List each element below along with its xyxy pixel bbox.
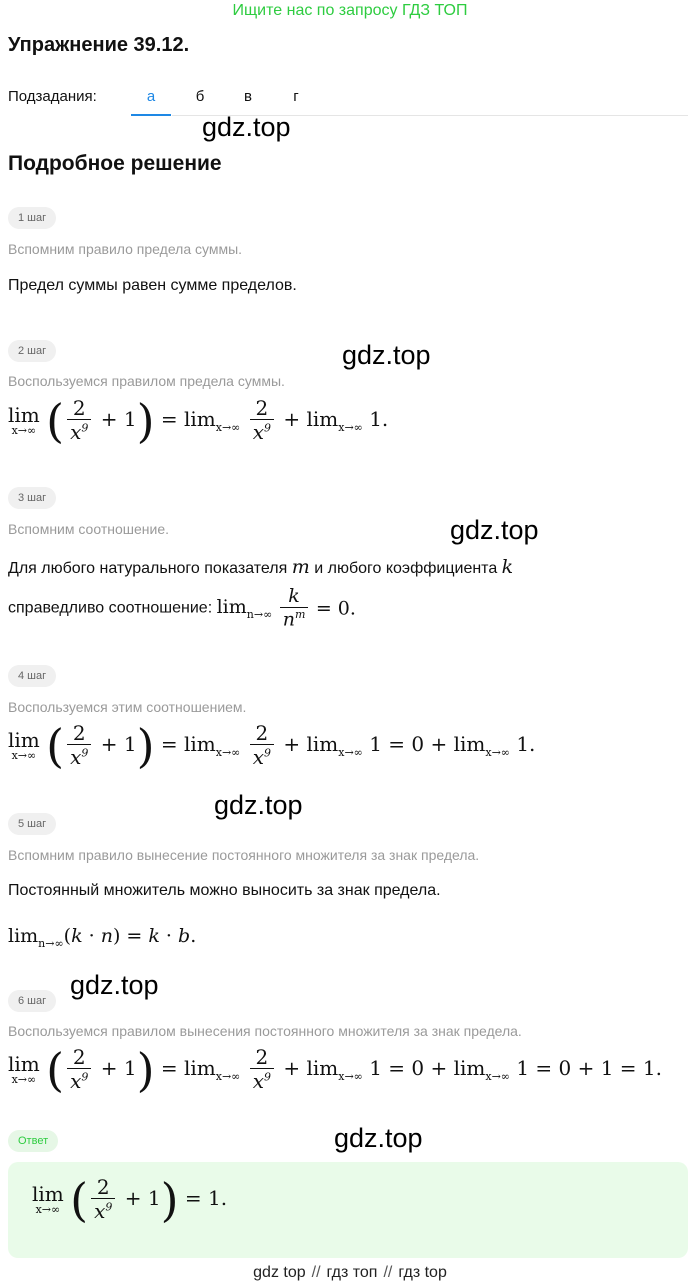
step-hint: Воспользуемся правилом предела суммы. [8, 373, 285, 389]
footer-link[interactable]: gdz top [253, 1264, 306, 1281]
step-badge: 3 шаг [8, 487, 56, 509]
step-hint: Вспомним правило вынесение постоянного множителя за знак предела. [8, 847, 480, 863]
answer-formula: lim x→∞ ( $\frac{2}{x^9}$ + 1) = 1. [32, 1172, 228, 1227]
step-badge: 6 шаг [8, 990, 56, 1012]
step-badge: 5 шаг [8, 813, 56, 835]
formula-step-4: lim x→∞ ( $\frac{2}{x^9}$ + $1) = \lim_{x\to\infty}$ $\frac{2}{x^9}$ + $\lim_{x\to\infty} 1 = 0 + \lim_{x\to\infty} 1$. [8, 718, 536, 773]
footer-links: gdz top // гдз топ // гдз top [253, 1264, 447, 1281]
tab-v[interactable]: в [244, 88, 252, 105]
step-hint: Воспользуемся этим соотношением. [8, 699, 247, 715]
tab-g[interactable]: г [293, 88, 299, 105]
step-text: Для любого натурального показателя m и любого коэффициента k [8, 556, 514, 578]
watermark: gdz.top [450, 515, 539, 545]
search-banner: Ищите нас по запросу ГДЗ ТОП [232, 2, 468, 19]
footer-link[interactable]: гдз top [398, 1264, 447, 1281]
watermark: gdz.top [70, 970, 159, 1000]
step-hint: Воспользуемся правилом вынесения постоянного множителя за знак предела. [8, 1023, 522, 1039]
step-text: Постоянный множитель можно выносить за знак предела. [8, 882, 441, 899]
formula-step-2: lim x→∞ ( $\frac{2}{x^9}$ + $1) = \lim_{x\to\infty}$ $\frac{2}{x^9}$ + $\lim_{x\to\infty} 1$. [8, 393, 389, 448]
step-badge: 1 шаг [8, 207, 56, 229]
step-text-relation: справедливо соотношение: $\lim_{n\to\infty}$ $\frac{k}{n^m}$ = 0. [8, 585, 356, 631]
section-title: Подробное решение [8, 152, 222, 175]
watermark: gdz.top [334, 1123, 423, 1153]
subtasks-label: Подзадания: [8, 88, 97, 105]
footer-link[interactable]: гдз топ [326, 1264, 378, 1281]
answer-box [8, 1162, 688, 1258]
watermark: gdz.top [214, 790, 303, 820]
tab-b[interactable]: б [195, 88, 205, 105]
formula-step-5: $\lim_{n\to\infty}(k \cdot n) = k \cdot b$. [8, 925, 197, 950]
answer-badge: Ответ [8, 1130, 58, 1152]
watermark: gdz.top [342, 340, 431, 370]
watermark: gdz.top [202, 112, 291, 142]
formula-step-6: lim x→∞ ( $\frac{2}{x^9}$ + $1) = \lim_{x\to\infty}$ $\frac{2}{x^9}$ + $\lim_{x\to\infty} 1 = 0 + \lim_{x\to\infty} 1 = 0 + 1 = 1$. [8, 1042, 662, 1097]
step-badge: 4 шаг [8, 665, 56, 687]
tab-a[interactable]: а [146, 88, 156, 105]
step-badge: 2 шаг [8, 340, 56, 362]
active-tab-indicator [131, 114, 171, 116]
step-text: Предел суммы равен сумме пределов. [8, 277, 297, 294]
step-hint: Вспомним правило предела суммы. [8, 241, 243, 257]
step-hint: Вспомним соотношение. [8, 521, 169, 537]
page-title: Упражнение 39.12. [8, 34, 190, 56]
